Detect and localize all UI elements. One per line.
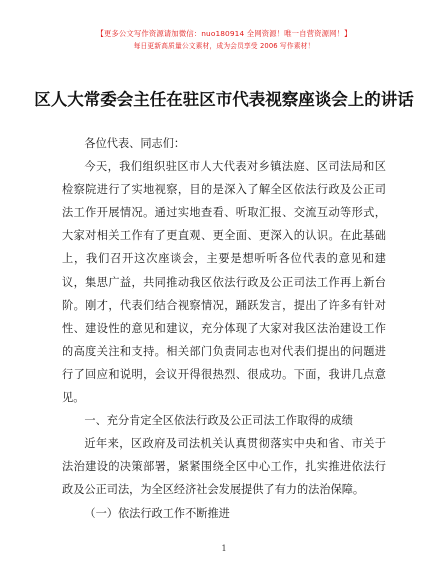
section-heading-1: 一、充分肯定全区依法行政及公正司法工作取得的成绩 — [84, 414, 353, 428]
promo-banner-line-1: 【更多公文写作资源请加微信：nuo180914 全网资源！唯一自营资源网！】 — [96, 29, 352, 38]
paragraph-intro: 今天，我们组织驻区市人大代表对乡镇法庭、区司法局和区检察院进行了实地视察，目的是深入了解全区依法行政及公正司法工作开展情况。通过实地查看、听取汇报、交流互动等形式，大家对相关工作有了更直观、更全面、更深入的认识。在此基础上，我们召开这次座谈会，主要是想听听各位代表的意见和建议，集思广益，共同推动我区依法行政及公正司法工作再上新台阶。刚才，代表们结合视察情况，踊跃发言，提出了许多有针对性、建设性的意见和建议，充分体现了大家对我区法治建设工作的高度关注和支持。相关部门负责同志也对代表们提出的问题进行了回应和说明，会议开得很热烈、很成功。下面，我讲几点意见。 — [62, 160, 386, 405]
document-title-text: 区人大常委会主任在驻区市代表视察座谈会上的讲话 — [34, 90, 414, 109]
salutation: 各位代表、同志们： — [84, 137, 186, 150]
document-body — [62, 132, 386, 525]
paragraph-achievements: 近年来，区政府及司法机关认真贯彻落实中央和省、市关于法治建设的决策部署，紧紧围绕全区中心工作，扎实推进依法行政及公正司法，为全区经济社会发展提供了有力的法治保障。 — [62, 437, 386, 497]
promo-banner — [0, 28, 448, 52]
page-number: 1 — [221, 544, 227, 553]
document-title — [0, 88, 448, 112]
promo-banner-line-2: 每日更新高质量公文素材，成为会员享受 2006 写作素材！ — [133, 42, 315, 50]
subsection-heading-1: （一）依法行政工作不断推进 — [84, 506, 230, 520]
